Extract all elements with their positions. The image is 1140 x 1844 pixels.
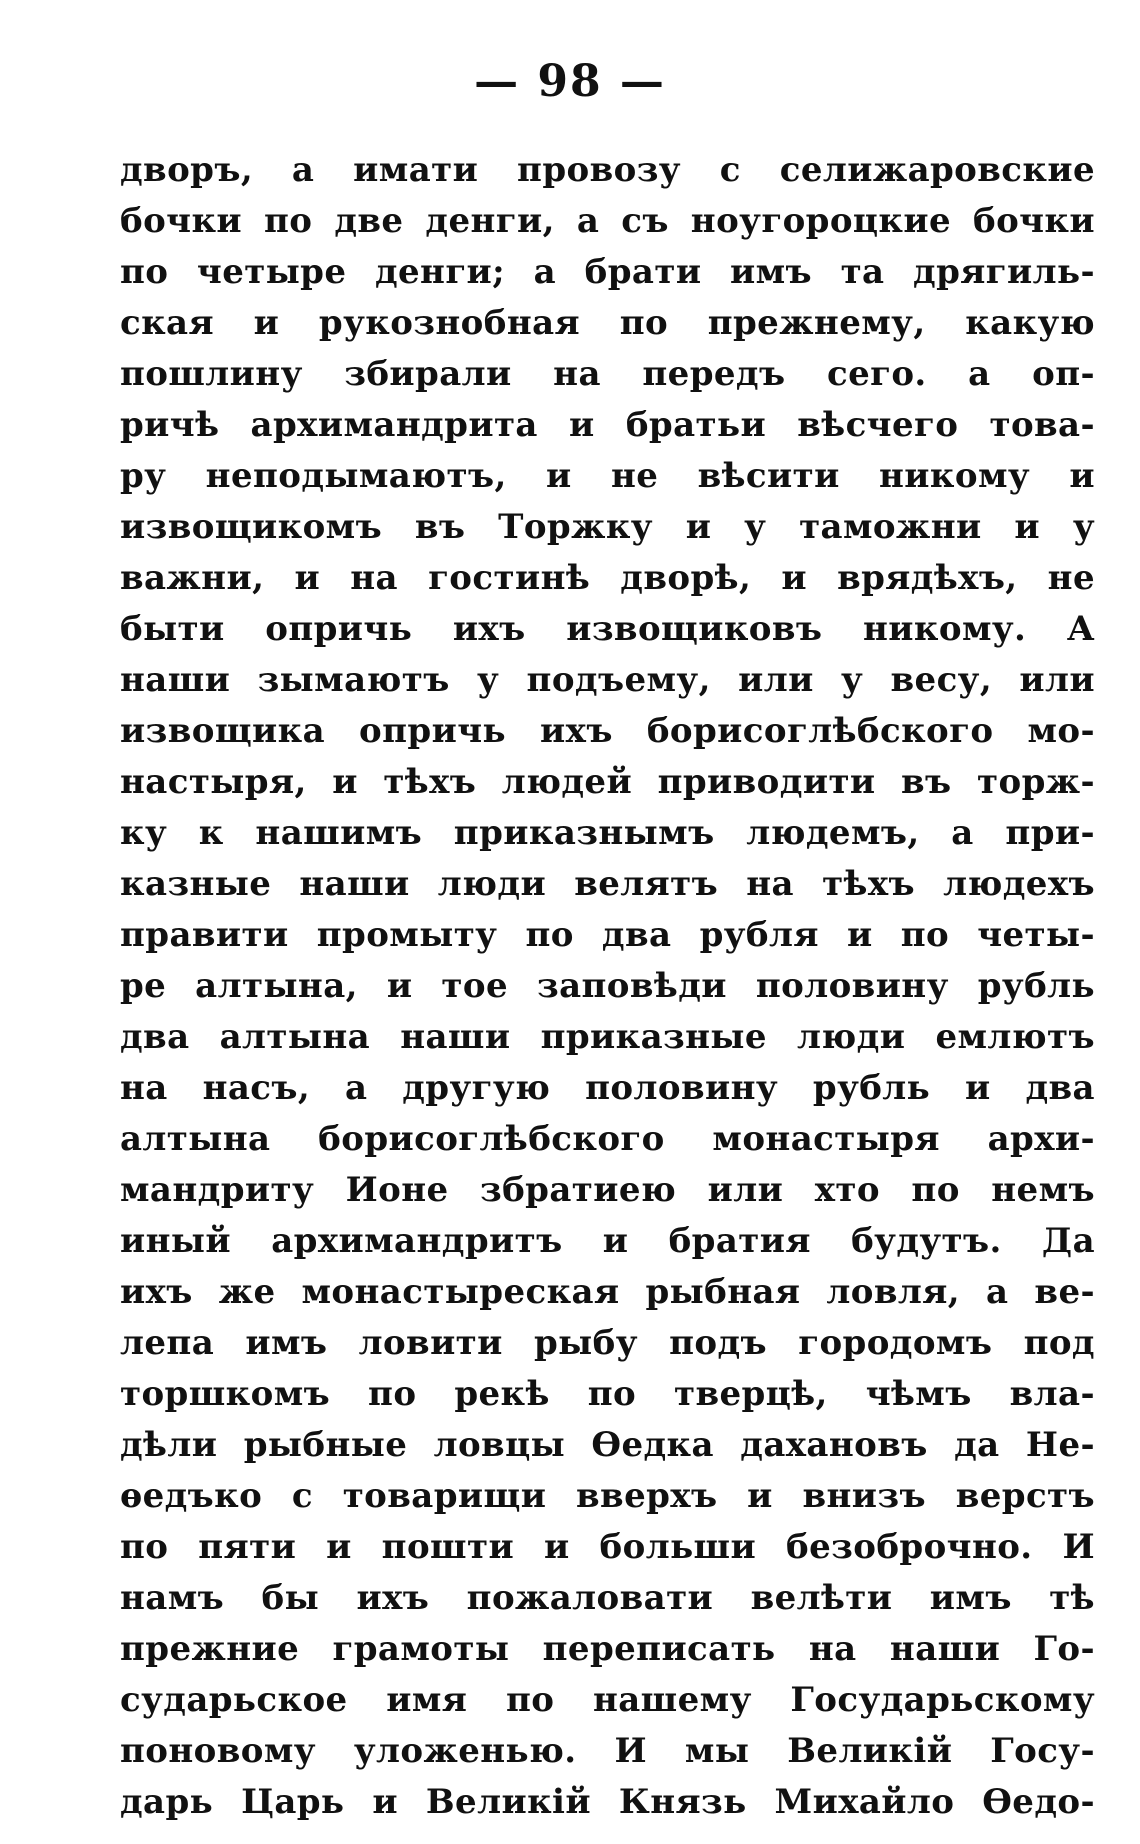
text-line: алтына борисоглѣбского монастыря архи- [120, 1119, 1095, 1159]
text-line: казные наши люди велятъ на тѣхъ людехъ [120, 864, 1095, 904]
text-line: по пяти и пошти и больши безоброчно. И [120, 1527, 1095, 1567]
text-line: торшкомъ по рекѣ по тверцѣ, чѣмъ вла- [120, 1374, 1095, 1414]
text-line: бочки по две денги, а съ ноугороцкие бочки [120, 201, 1095, 241]
page-number: — 98 — [474, 56, 666, 107]
text-line: сударьское имя по нашему Государьскому [120, 1680, 1095, 1720]
text-line: важни, и на гостинѣ дворѣ, и врядѣхъ, не [120, 558, 1095, 598]
text-line: по четыре денги; а брати имъ та дрягиль- [120, 252, 1095, 292]
text-line: ру неподымаютъ, и не вѣсити никому и [120, 456, 1095, 496]
text-line: ихъ же монастыреская рыбная ловля, а ве- [120, 1272, 1095, 1312]
text-line: правити промыту по два рубля и по четы- [120, 915, 1095, 955]
text-line: ѳедъко с товарищи вверхъ и внизъ верстъ [120, 1476, 1095, 1516]
text-line: лепа имъ ловити рыбу подъ городомъ под [120, 1323, 1095, 1363]
text-line: быти опричь ихъ извощиковъ никому. А [120, 609, 1095, 649]
text-line: намъ бы ихъ пожаловати велѣти имъ тѣ [120, 1578, 1095, 1618]
text-line: извощика опричь ихъ борисоглѣбского мо- [120, 711, 1095, 751]
text-line: поновому уложенью. И мы Великій Госу- [120, 1731, 1095, 1771]
text-line: ре алтына, и тое заповѣди половину рубль [120, 966, 1095, 1006]
text-line: ку к нашимъ приказнымъ людемъ, а при- [120, 813, 1095, 853]
body-text [120, 145, 1095, 1828]
text-line: извощикомъ въ Торжку и у таможни и у [120, 507, 1095, 547]
text-line: дарь Царь и Великій Князь Михайло Ѳедо- [120, 1782, 1095, 1822]
text-line: два алтына наши приказные люди емлютъ [120, 1017, 1095, 1057]
text-line: мандриту Ионе збратиею или хто по немъ [120, 1170, 1095, 1210]
text-line: ричѣ архимандрита и братьи вѣсчего това- [120, 405, 1095, 445]
text-line: дѣли рыбные ловцы Ѳедка дахановъ да Не- [120, 1425, 1095, 1465]
text-line: дворъ, а имати провозу с селижаровские [120, 150, 1095, 190]
text-line: наши зымаютъ у подъему, или у весу, или [120, 660, 1095, 700]
text-line: на насъ, а другую половину рубль и два [120, 1068, 1095, 1108]
text-line: прежние грамоты переписать на наши Го- [120, 1629, 1095, 1669]
text-line: настыря, и тѣхъ людей приводити въ торж- [120, 762, 1095, 802]
text-line: иный архимандритъ и братия будутъ. Да [120, 1221, 1095, 1261]
text-line: ская и рукознобная по прежнему, какую [120, 303, 1095, 343]
text-line: пошлину збирали на передъ сего. а оп- [120, 354, 1095, 394]
